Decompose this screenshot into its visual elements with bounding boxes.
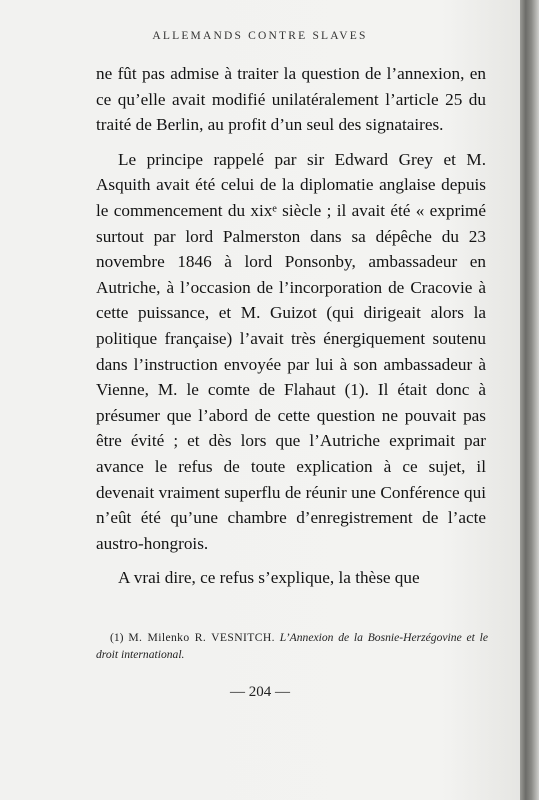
page-number: — 204 — (230, 684, 290, 700)
body-text (96, 61, 486, 591)
footnote-title: L’Annexion de la Bosnie-Herzégovine et le droit international. (96, 631, 488, 661)
paragraph-2: Le principe rappelé par sir Edward Grey et M. Asquith avait été celui de la diplomatie anglaise depuis le commencement du xixᵉ siècle ; il avait été « exprimé surtout par lord Palmerston dans sa dépêche du 23 novembre 1846 à lord Ponsonby, ambassadeur en Autriche, à l’occasion de l’incorporation de Cracovie à cette puissance, et M. Guizot (qui dirigeait alors la politique française) l’avait très énergiquement soutenu dans l’instruction envoyée par lui à son ambassadeur à Vienne, M. le comte de Flahaut (1). Il était donc à présumer que l’abord de cette question ne pouvait pas être évité ; et dès lors que l’Autriche exprimait par avance le refus de toute explication à ce sujet, il devenait vraiment superflu de réunir une Conférence qui n’eût été qu’une chambre d’enregistrement de l’acte austro-hongrois. (96, 149, 486, 553)
page-edge-shadow (520, 0, 539, 800)
running-head: ALLEMANDS CONTRE SLAVES (152, 30, 368, 42)
footnote-marker: (1) (110, 631, 124, 644)
paragraph-3: A vrai dire, ce refus s’explique, la thèse que (118, 568, 420, 588)
paragraph-1: ne fût pas admise à traiter la question de l’annexion, en ce qu’elle avait modifié unilatéralement l’article 25 du traité de Berlin, au profit d’un seul des signataires. (96, 64, 486, 135)
footnote-author: M. Milenko R. VESNITCH. (128, 631, 275, 644)
footnote (96, 629, 488, 663)
